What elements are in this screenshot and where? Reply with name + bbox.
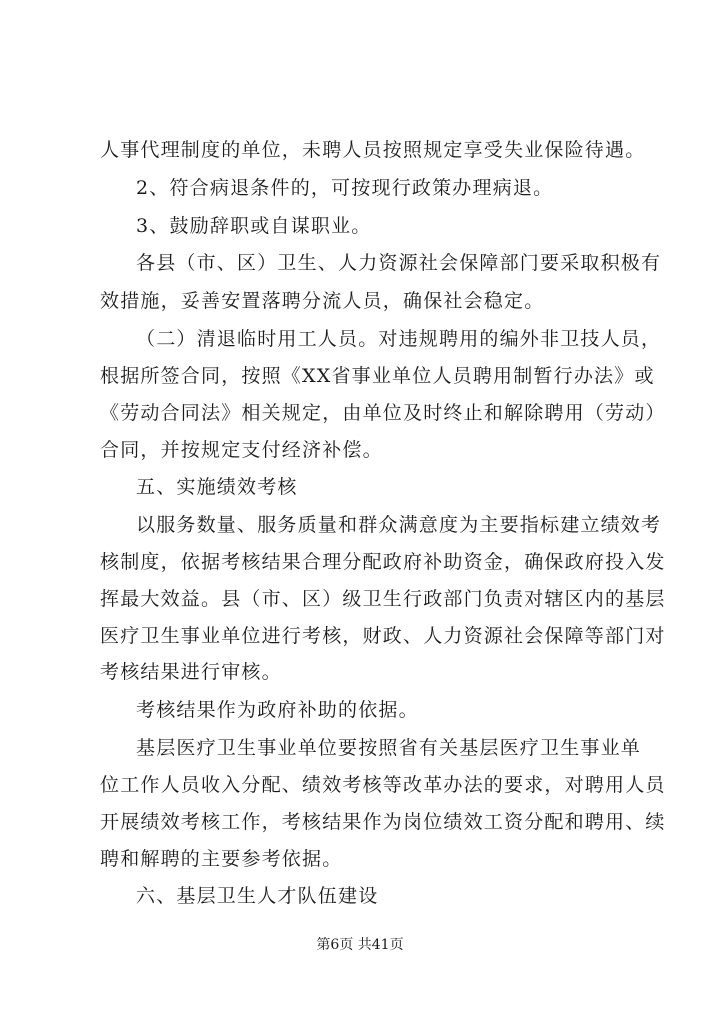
text-line: 根据所签合同，按照《XX省事业单位人员聘用制暂行办法》或 (100, 365, 655, 387)
text-line: 《劳动合同法》相关规定，由单位及时终止和解除聘用（劳动） (100, 402, 666, 424)
text-line: 2、符合病退条件的，可按现行政策办理病退。 (136, 177, 554, 199)
text-line: 各县（市、区）卫生、人力资源社会保障部门要采取积极有 (136, 252, 662, 274)
text-line: 挥最大效益。县（市、区）级卫生行政部门负责对辖区内的基层 (100, 588, 666, 610)
page-footer: 第6页 共41页 (316, 937, 404, 953)
text-line: 以服务数量、服务质量和群众满意度为主要指标建立绩效考 (136, 514, 662, 536)
text-line: 开展绩效考核工作，考核结果作为岗位绩效工资分配和聘用、续 (100, 811, 666, 833)
text-line: 考核结果进行审核。 (100, 661, 282, 683)
section-heading: 五、实施绩效考核 (136, 476, 298, 498)
text-line: 3、鼓励辞职或自谋职业。 (136, 215, 372, 237)
text-line: 人事代理制度的单位，未聘人员按照规定享受失业保险待遇。 (100, 139, 646, 161)
text-line: 基层医疗卫生事业单位要按照省有关基层医疗卫生事业单 (136, 737, 642, 759)
text-line: 合同，并按规定支付经济补偿。 (100, 439, 383, 461)
text-line: 考核结果作为政府补助的依据。 (136, 699, 419, 721)
text-line: 位工作人员收入分配、绩效考核等改革办法的要求，对聘用人员 (100, 774, 666, 796)
section-heading: 六、基层卫生人才队伍建设 (136, 885, 379, 907)
text-line: 核制度，依据考核结果合理分配政府补助资金，确保政府投入发 (100, 551, 666, 573)
text-line: 医疗卫生事业单位进行考核，财政、人力资源社会保障等部门对 (100, 625, 666, 647)
section-heading: （二）清退临时用工人员。对违规聘用的编外非卫技人员， (136, 328, 662, 350)
text-line: 效措施，妥善安置落聘分流人员，确保社会稳定。 (100, 290, 545, 312)
text-line: 聘和解聘的主要参考依据。 (100, 848, 343, 870)
